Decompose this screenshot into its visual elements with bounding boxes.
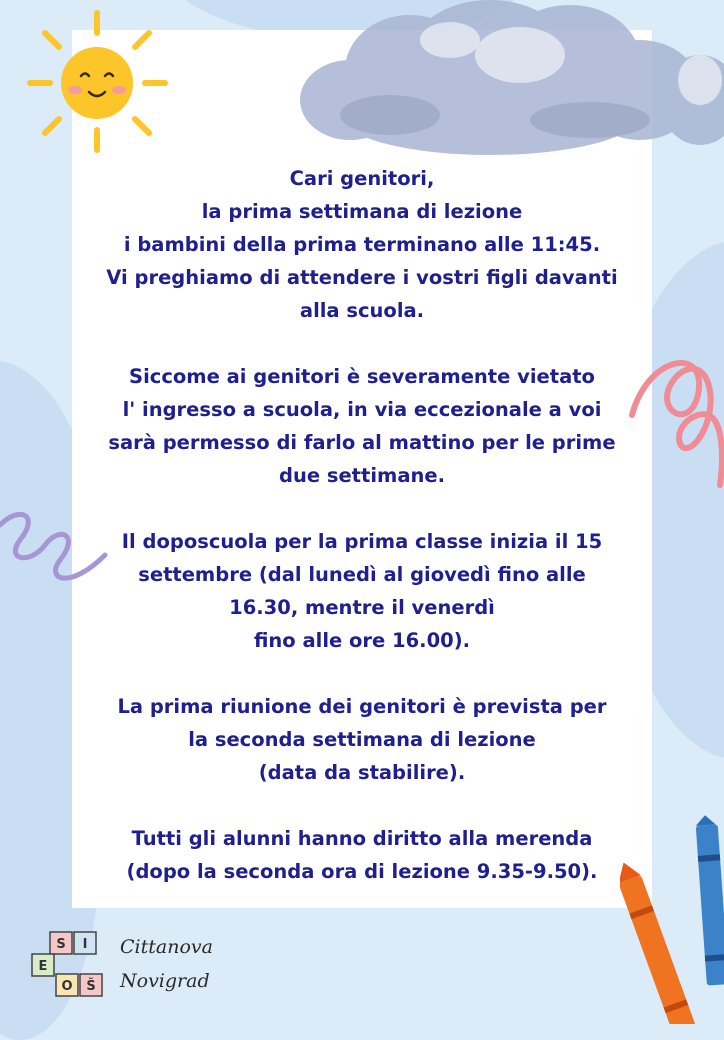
logo-letter: O bbox=[61, 979, 73, 994]
message-line: due settimane. bbox=[278, 464, 445, 487]
logo-name-italian: Cittanova bbox=[120, 936, 213, 958]
message-line: la seconda settimana di lezione bbox=[188, 728, 536, 751]
logo-letter: Š bbox=[86, 979, 96, 994]
message-line: fino alle ore 16.00). bbox=[253, 629, 471, 652]
message-line: sarà permesso di farlo al mattino per le prime bbox=[108, 431, 616, 454]
message-line: alla scuola. bbox=[299, 299, 425, 322]
message-line: i bambini della prima terminano alle 11:45. bbox=[123, 233, 601, 256]
sun-icon bbox=[25, 8, 175, 158]
message-line: settembre (dal lunedì al giovedì fino alle bbox=[138, 563, 586, 586]
logo-letter: S bbox=[56, 937, 66, 952]
message-line: (dopo la seconda ora di lezione 9.35-9.50). bbox=[126, 860, 598, 883]
message-paragraph bbox=[72, 162, 652, 327]
school-logo bbox=[28, 930, 213, 1000]
message-line: Il doposcuola per la prima classe inizia il 15 bbox=[121, 530, 603, 553]
message-line: (data da stabilire). bbox=[258, 761, 466, 784]
message-line: la prima settimana di lezione bbox=[201, 200, 523, 223]
message-line: Vi preghiamo di attendere i vostri figli davanti bbox=[106, 266, 618, 289]
logo-letter: E bbox=[38, 959, 48, 974]
message-paragraph bbox=[72, 690, 652, 789]
logo-name-croatian: Novigrad bbox=[120, 970, 210, 992]
message-line: La prima riunione dei genitori è prevista per bbox=[117, 695, 607, 718]
message-line: Tutti gli alunni hanno diritto alla merenda bbox=[131, 827, 593, 850]
message-paragraph bbox=[72, 525, 652, 657]
notice-message bbox=[72, 162, 652, 921]
message-paragraph bbox=[72, 822, 652, 888]
message-line: Cari genitori, bbox=[289, 167, 435, 190]
logo-letter: I bbox=[82, 937, 88, 952]
message-line: 16.30, mentre il venerdì bbox=[229, 596, 495, 619]
logo-blocks-icon bbox=[28, 930, 108, 1000]
message-line: Siccome ai genitori è severamente vietato bbox=[129, 365, 595, 388]
message-paragraph bbox=[72, 360, 652, 492]
cloud-icon bbox=[290, 0, 724, 170]
message-line: l' ingresso a scuola, in via eccezionale a voi bbox=[122, 398, 602, 421]
